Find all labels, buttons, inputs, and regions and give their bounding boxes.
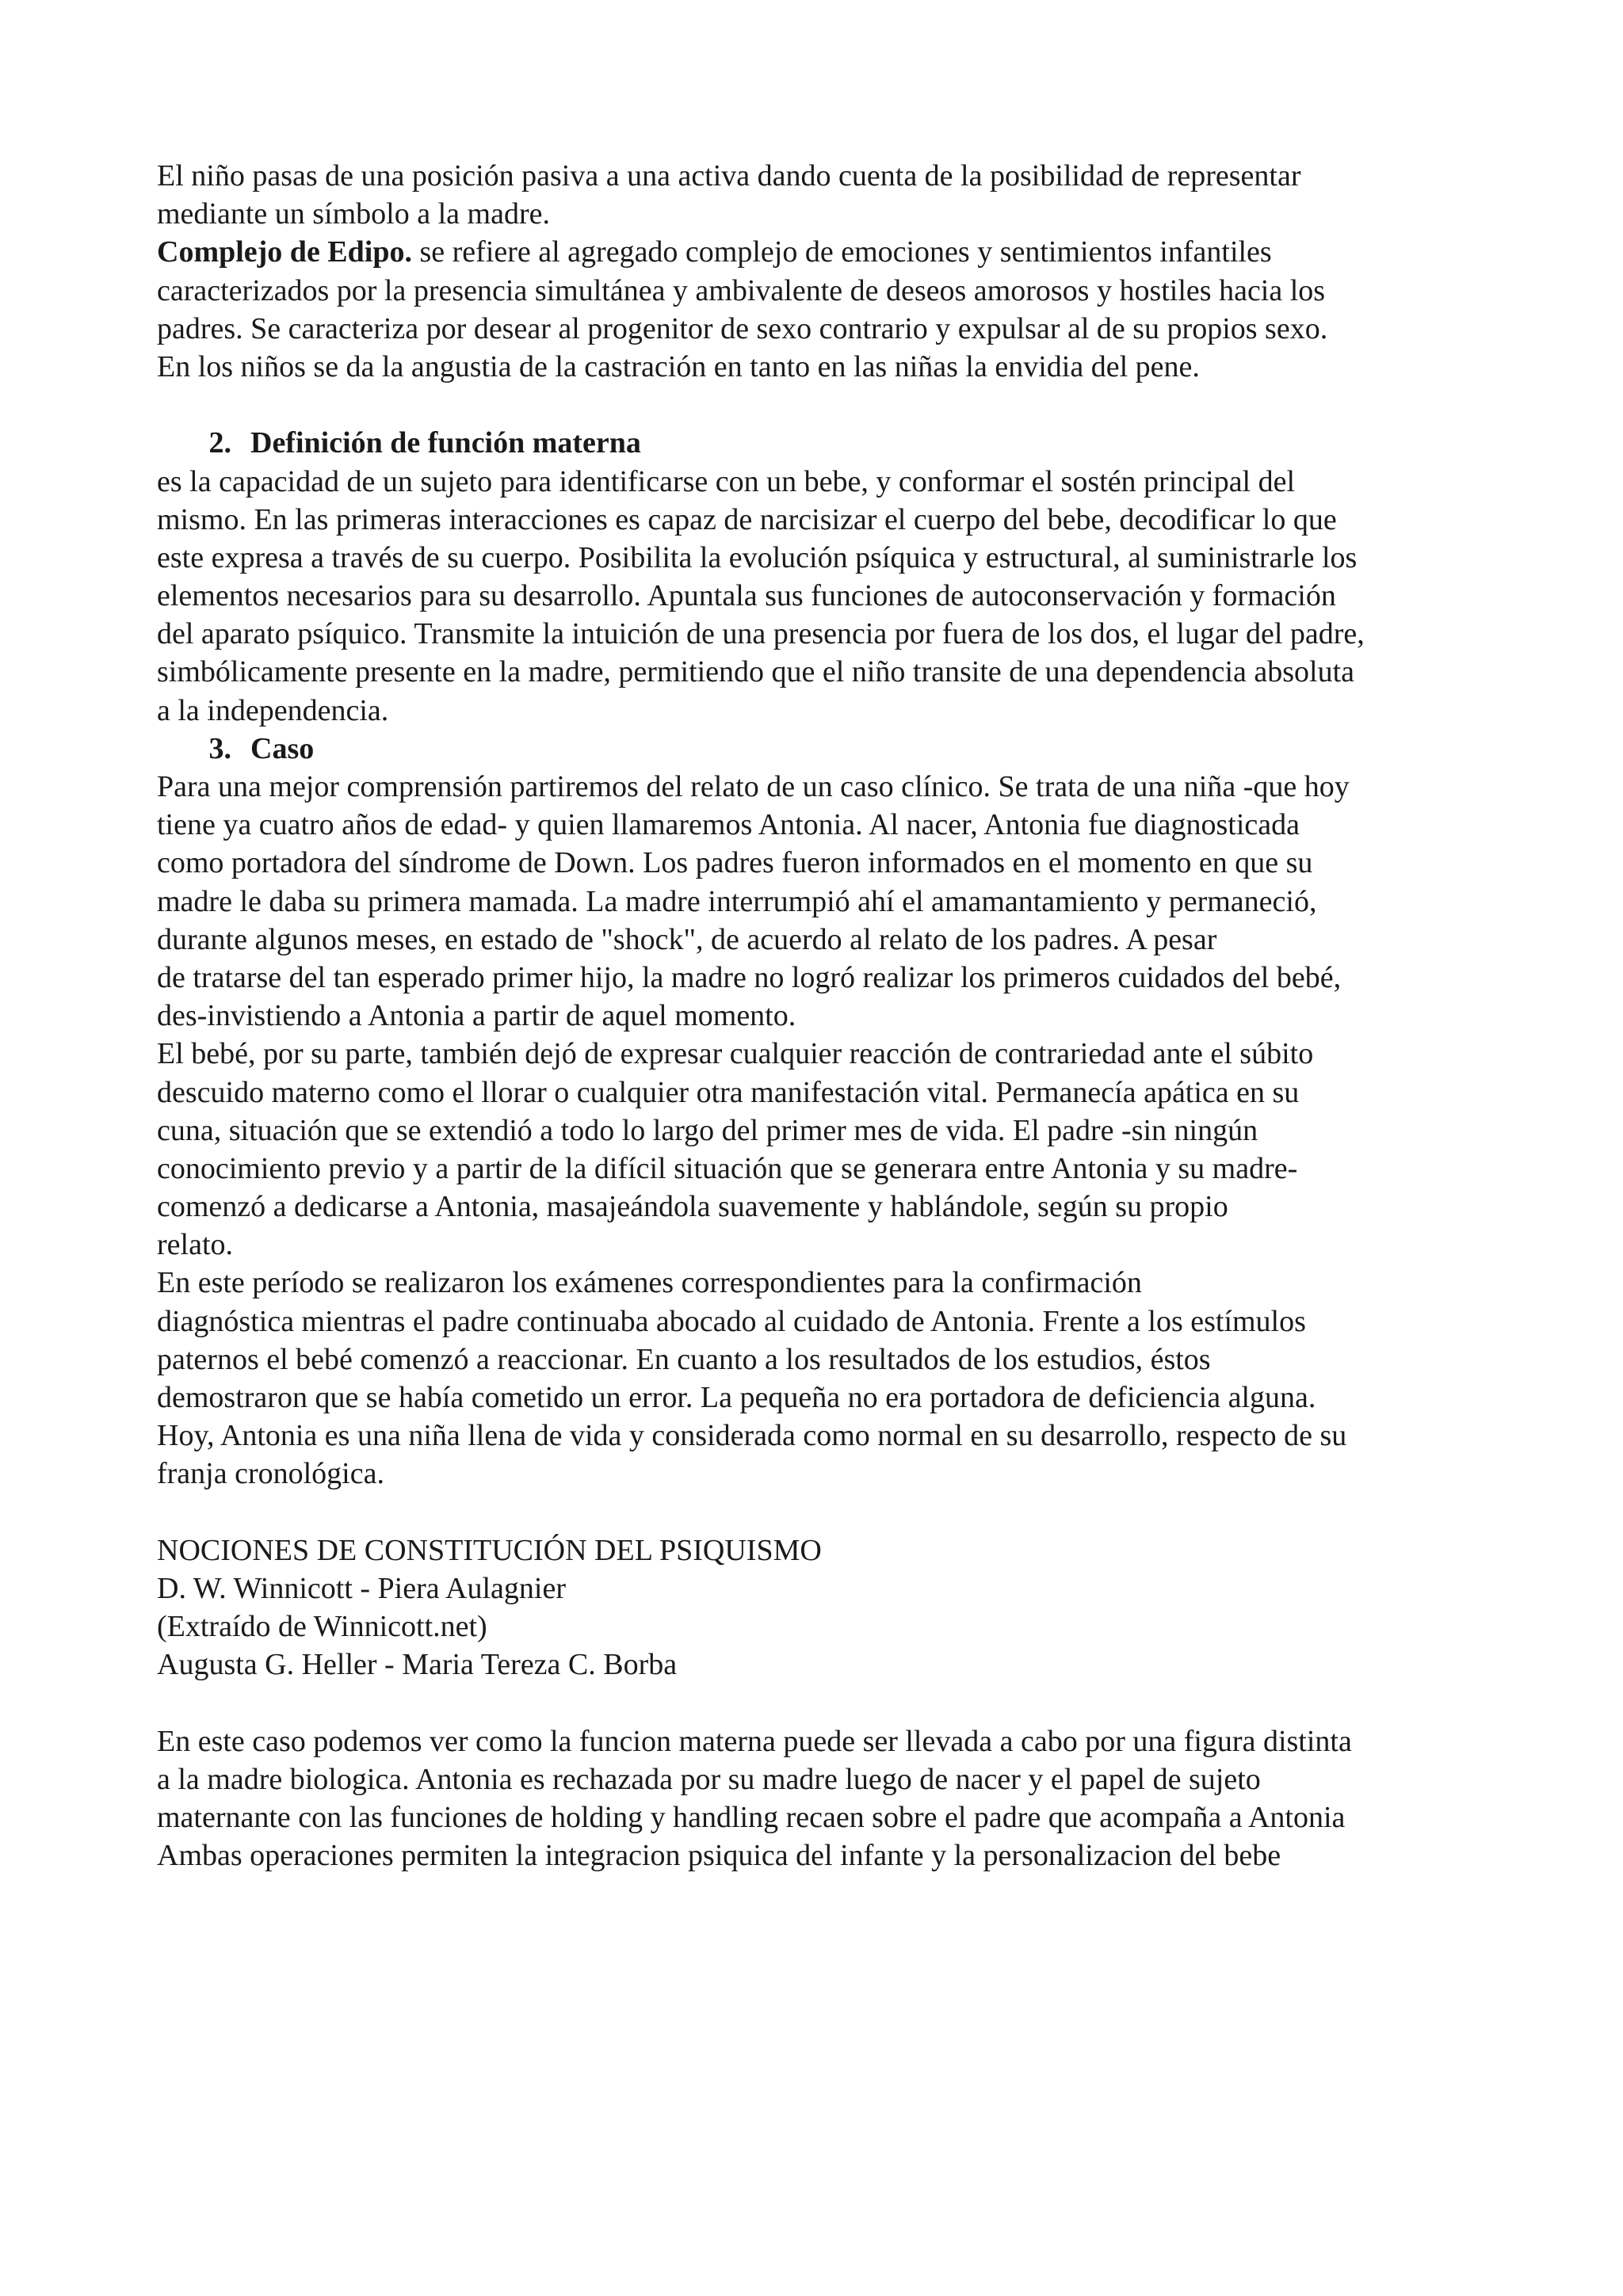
text-line: El bebé, por su parte, también dejó de expresar cualquier reacción de contrariedad ante el súbito: [157, 1037, 1314, 1071]
text-line: diagnóstica mientras el padre continuaba abocado al cuidado de Antonia. Frente a los estímulos: [157, 1304, 1306, 1338]
section-funcion-materna: [157, 424, 1504, 730]
blank-line: [157, 1493, 1504, 1531]
text-line: conocimiento previo y a partir de la difícil situación que se generara entre Antonia y su madre-: [157, 1151, 1298, 1185]
text-line: padres. Se caracteriza por desear al progenitor de sexo contrario y expulsar al de su propios sexo.: [157, 311, 1328, 345]
section-title: Definición de función materna: [250, 426, 641, 460]
reference-compilers: Augusta G. Heller - Maria Tereza C. Borba: [157, 1648, 678, 1682]
caso-paragraph-3: [157, 1264, 1504, 1493]
text-line: Hoy, Antonia es una niña llena de vida y considerada como normal en su desarrollo, respecto de su: [157, 1419, 1347, 1453]
text-line: este expresa a través de su cuerpo. Posibilita la evolución psíquica y estructural, al suministrarle los: [157, 540, 1358, 574]
text-line: caracterizados por la presencia simultánea y ambivalente de deseos amorosos y hostiles hacia los: [157, 273, 1326, 307]
section-number: 2.: [208, 426, 231, 460]
section-heading: [157, 424, 1504, 462]
text-line: mismo. En las primeras interacciones es capaz de narcisizar el cuerpo del bebe, decodificar lo que: [157, 502, 1337, 536]
text-line: En este caso podemos ver como la funcion materna puede ser llevada a cabo por una figura distinta: [157, 1724, 1352, 1758]
text-line: simbólicamente presente en la madre, permitiendo que el niño transite de una dependencia absoluta: [157, 655, 1355, 689]
text-line: comenzó a dedicarse a Antonia, masajeándola suavemente y hablándole, según su propio: [157, 1190, 1228, 1224]
edipo-term: Complejo de Edipo.: [157, 235, 412, 269]
text-line: a la independencia.: [157, 693, 389, 727]
text-line: [157, 233, 1504, 271]
text-line: Ambas operaciones permiten la integracion psiquica del infante y la personalizacion del bebe: [157, 1839, 1281, 1873]
text-line: maternante con las funciones de holding y handling recaen sobre el padre que acompaña a Antonia: [157, 1801, 1346, 1835]
blank-line: [157, 386, 1504, 424]
reference-title: NOCIONES DE CONSTITUCIÓN DEL PSIQUISMO: [157, 1533, 822, 1567]
intro-paragraph: [157, 157, 1504, 233]
section-caso: [157, 730, 1504, 1493]
text-line: a la madre biologica. Antonia es rechazada por su madre luego de nacer y el papel de sujeto: [157, 1762, 1261, 1796]
text-line: madre le daba su primera mamada. La madre interrumpió ahí el amamantamiento y permaneció,: [157, 884, 1317, 918]
section-title: Caso: [250, 731, 315, 765]
edipo-definition-start: se refiere al agregado complejo de emociones y sentimientos infantiles: [411, 235, 1272, 269]
text-line: des-invistiendo a Antonia a partir de aquel momento.: [157, 999, 796, 1033]
text-line: relato.: [157, 1228, 234, 1262]
caso-paragraph-2: [157, 1035, 1504, 1264]
text-line: En los niños se da la angustia de la castración en tanto en las niñas la envidia del pene.: [157, 349, 1200, 383]
text-line: En este período se realizaron los exámenes correspondientes para la confirmación: [157, 1266, 1142, 1300]
section-number: 3.: [208, 731, 231, 765]
text-line: mediante un símbolo a la madre.: [157, 197, 550, 231]
reference-source: (Extraído de Winnicott.net): [157, 1610, 487, 1644]
reference-block: [157, 1531, 1504, 1684]
text-line: tiene ya cuatro años de edad- y quien llamaremos Antonia. Al nacer, Antonia fue diagnosticada: [157, 808, 1300, 842]
document-body: [157, 157, 1504, 1875]
text-line: descuido materno como el llorar o cualquier otra manifestación vital. Permanecía apática en su: [157, 1075, 1300, 1109]
caso-paragraph-1: [157, 768, 1504, 1035]
text-line: elementos necesarios para su desarrollo. Apuntala sus funciones de autoconservación y formación: [157, 579, 1336, 613]
text-line: como portadora del síndrome de Down. Los padres fueron informados en el momento en que su: [157, 846, 1313, 880]
text-line: El niño pasas de una posición pasiva a una activa dando cuenta de la posibilidad de representar: [157, 159, 1301, 193]
reference-authors: D. W. Winnicott - Piera Aulagnier: [157, 1571, 566, 1605]
text-line: demostraron que se había cometido un error. La pequeña no era portadora de deficiencia alguna.: [157, 1381, 1316, 1414]
text-line: cuna, situación que se extendió a todo lo largo del primer mes de vida. El padre -sin ningún: [157, 1113, 1258, 1147]
text-line: durante algunos meses, en estado de "shock", de acuerdo al relato de los padres. A pesar: [157, 922, 1217, 956]
text-line: Para una mejor comprensión partiremos del relato de un caso clínico. Se trata de una niña -que hoy: [157, 770, 1350, 803]
text-line: paternos el bebé comenzó a reaccionar. En cuanto a los resultados de los estudios, éstos: [157, 1342, 1211, 1376]
section-heading: [157, 730, 1504, 768]
text-line: franja cronológica.: [157, 1457, 384, 1491]
text-line: es la capacidad de un sujeto para identificarse con un bebe, y conformar el sostén principal del: [157, 464, 1296, 498]
blank-line: [157, 1684, 1504, 1722]
text-line: de tratarse del tan esperado primer hijo, la madre no logró realizar los primeros cuidados del bebé,: [157, 960, 1342, 994]
edipo-paragraph: [157, 233, 1504, 386]
conclusion-paragraph: [157, 1722, 1504, 1875]
text-line: del aparato psíquico. Transmite la intuición de una presencia por fuera de los dos, el lugar del padre,: [157, 617, 1365, 651]
